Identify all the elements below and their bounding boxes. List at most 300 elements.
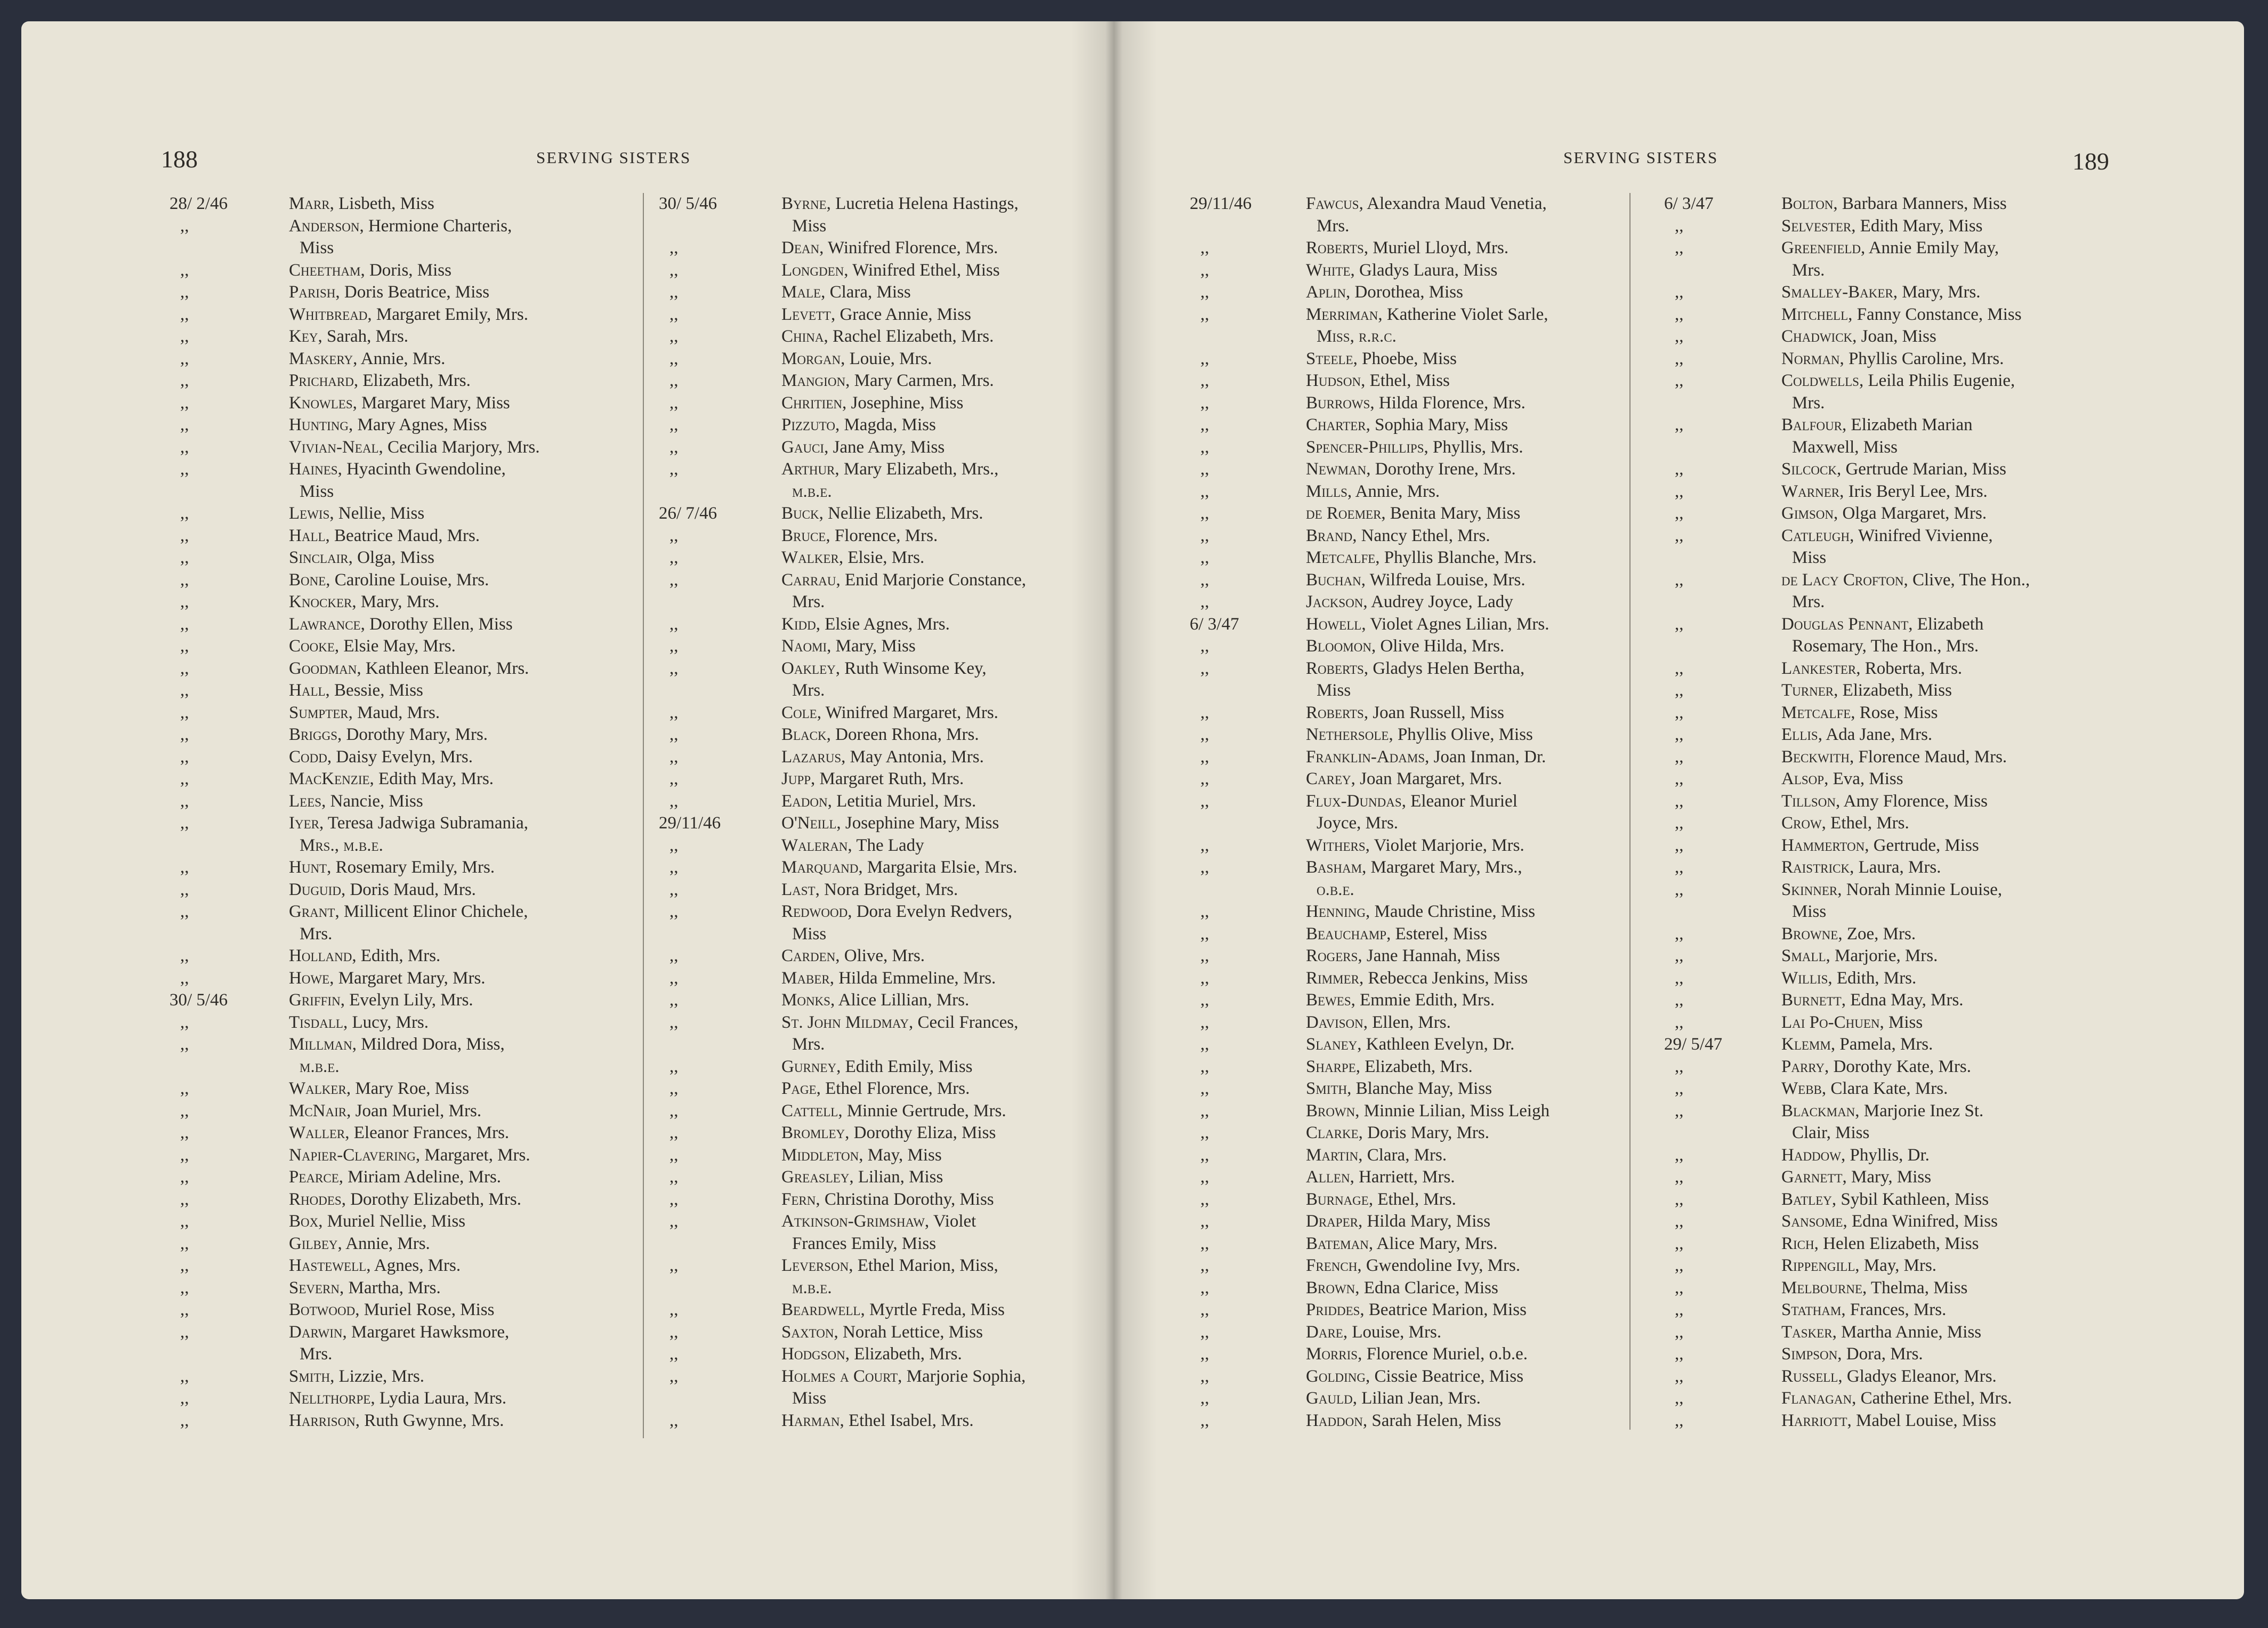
register-entry xyxy=(170,658,639,680)
entry-date: ,, xyxy=(1200,858,1209,877)
entry-surname: Browne xyxy=(1781,924,1838,944)
register-entry xyxy=(1664,680,2112,702)
entry-surname: Fern xyxy=(781,1189,816,1209)
entry-forenames: , Doris Maud, Mrs. xyxy=(341,880,476,899)
register-entry xyxy=(1664,503,2112,525)
entry-forenames: , Gladys Eleanor, Mrs. xyxy=(1838,1366,1997,1386)
entry-surname: Newman xyxy=(1306,460,1367,479)
entry-name xyxy=(781,503,1115,525)
entry-date: ,, xyxy=(1675,570,1684,590)
entry-forenames: , Elsie Agnes, Mrs. xyxy=(816,614,950,634)
entry-forenames: , Joan Margaret, Mrs. xyxy=(1351,769,1503,788)
entry-name xyxy=(1306,658,1627,702)
register-entry xyxy=(1190,414,1627,437)
left-page-column-2 xyxy=(659,193,1115,1432)
register-entry xyxy=(659,724,1115,746)
entry-forenames: , Mary Agnes, Miss xyxy=(348,415,487,434)
entry-forenames: , Maude Christine, Miss xyxy=(1365,902,1536,921)
entry-forenames: , Cecil Frances, xyxy=(909,1012,1019,1032)
entry-name xyxy=(289,503,639,525)
entry-surname: Cattell xyxy=(781,1101,838,1121)
entry-surname: Knowles xyxy=(289,393,353,413)
entry-date: ,, xyxy=(669,415,679,434)
entry-name xyxy=(1306,260,1627,282)
entry-name xyxy=(1306,1145,1627,1167)
entry-forenames: , Dorothy Elizabeth, Mrs. xyxy=(341,1189,521,1209)
entry-date: ,, xyxy=(180,548,189,567)
register-entry xyxy=(659,1012,1115,1056)
entry-forenames: , Margaret Emily, Mrs. xyxy=(367,304,528,324)
entry-surname: Redwood xyxy=(781,902,848,921)
entry-surname: Marquand xyxy=(781,858,859,877)
entry-name xyxy=(1306,1366,1627,1388)
entry-surname: Ellis xyxy=(1781,725,1818,744)
entry-surname: Smith xyxy=(289,1366,330,1386)
entry-date: ,, xyxy=(180,437,189,457)
entry-name xyxy=(289,901,639,945)
left-running-head: SERVING SISTERS xyxy=(536,148,691,167)
entry-continuation: Joyce, Mrs. xyxy=(1317,813,1399,833)
register-entry xyxy=(1664,1145,2112,1167)
entry-surname: Longden xyxy=(781,260,844,280)
entry-date: ,, xyxy=(180,216,189,236)
entry-date: ,, xyxy=(180,791,189,811)
register-entry xyxy=(1190,503,1627,525)
entry-date: ,, xyxy=(1675,747,1684,767)
entry-forenames: , Clara Kate, Mrs. xyxy=(1821,1079,1948,1098)
entry-forenames: , Margaret Mary, Miss xyxy=(352,393,510,413)
entry-forenames: , Lilian Jean, Mrs. xyxy=(1352,1389,1481,1408)
entry-surname: Jupp xyxy=(781,769,811,788)
register-entry xyxy=(1664,414,2112,458)
entry-date: ,, xyxy=(1675,614,1684,634)
entry-name xyxy=(781,1166,1115,1189)
entry-date: ,, xyxy=(1675,481,1684,501)
entry-surname: Maskery xyxy=(289,349,353,368)
entry-forenames: , Amy Florence, Miss xyxy=(1835,791,1988,811)
entry-forenames: , Hermione Charteris, xyxy=(359,216,512,236)
entry-name xyxy=(1306,702,1627,724)
entry-name xyxy=(781,1100,1115,1123)
entry-date: ,, xyxy=(669,349,679,368)
entry-surname: Spencer-Phillips xyxy=(1306,437,1424,457)
register-entry xyxy=(659,348,1115,370)
entry-forenames: , Barbara Manners, Miss xyxy=(1833,194,2007,213)
register-entry xyxy=(1190,658,1627,702)
entry-date: ,, xyxy=(180,614,189,634)
entry-date: ,, xyxy=(669,371,679,390)
entry-name xyxy=(1306,857,1627,901)
entry-forenames: , Lucretia Helena Hastings, xyxy=(826,194,1019,213)
entry-date: ,, xyxy=(1200,658,1209,678)
entry-name xyxy=(781,724,1115,746)
entry-date: ,, xyxy=(1675,349,1684,368)
entry-forenames: , Mary, Mrs. xyxy=(1893,283,1981,302)
entry-forenames: , Leila Philis Eugenie, xyxy=(1859,371,2015,390)
entry-date: ,, xyxy=(1200,1300,1209,1319)
entry-date: ,, xyxy=(669,548,679,567)
entry-forenames: , May Antonia, Mrs. xyxy=(841,747,984,767)
entry-surname: Chritien xyxy=(781,393,842,413)
register-entry xyxy=(1190,702,1627,724)
entry-continuation: Mrs. xyxy=(300,924,333,944)
entry-date: ,, xyxy=(180,460,189,479)
entry-date: ,, xyxy=(1200,1411,1209,1430)
entry-date: ,, xyxy=(1675,1366,1684,1386)
entry-date: ,, xyxy=(180,968,189,988)
entry-forenames: , Lisbeth, Miss xyxy=(329,194,434,213)
entry-continuation: Clair, Miss xyxy=(1792,1123,1870,1142)
entry-date: ,, xyxy=(669,1057,679,1076)
entry-date: ,, xyxy=(1200,1366,1209,1386)
entry-forenames: , Martha, Mrs. xyxy=(340,1278,441,1297)
entry-surname: Willis xyxy=(1781,968,1828,988)
entry-forenames: , Phyllis Olive, Miss xyxy=(1389,725,1533,744)
entry-date: ,, xyxy=(1675,681,1684,700)
entry-name xyxy=(781,1189,1115,1211)
entry-name xyxy=(781,414,1115,437)
entry-surname: Garnett xyxy=(1781,1167,1843,1187)
register-entry xyxy=(1190,1410,1627,1432)
register-entry xyxy=(170,812,639,857)
entry-date: ,, xyxy=(669,769,679,788)
entry-name xyxy=(289,658,639,680)
register-entry xyxy=(170,1410,639,1432)
register-entry xyxy=(170,1388,639,1410)
entry-surname: Marr xyxy=(289,194,330,213)
entry-name xyxy=(289,768,639,791)
entry-surname: McNair xyxy=(289,1101,347,1121)
entry-forenames: , The Lady xyxy=(848,835,924,855)
entry-forenames: , Lilian, Miss xyxy=(849,1167,943,1187)
entry-name xyxy=(1306,791,1627,835)
register-entry xyxy=(659,768,1115,791)
register-entry xyxy=(1190,635,1627,658)
entry-continuation: Mrs. xyxy=(300,1344,333,1364)
register-entry xyxy=(1190,791,1627,835)
entry-surname: Anderson xyxy=(289,216,360,236)
entry-date: ,, xyxy=(1675,835,1684,855)
entry-surname: Burnett xyxy=(1781,990,1842,1010)
entry-date: ,, xyxy=(669,283,679,302)
register-entry xyxy=(659,437,1115,459)
entry-forenames: , Lizzie, Mrs. xyxy=(330,1366,424,1386)
entry-surname: Bruce xyxy=(781,526,826,545)
entry-name xyxy=(1781,724,2112,746)
entry-surname: Carey xyxy=(1306,769,1351,788)
entry-surname: Hunt xyxy=(289,858,327,877)
entry-forenames: , Dorothy Eliza, Miss xyxy=(845,1123,996,1142)
entry-continuation: Maxwell, Miss xyxy=(1792,437,1898,457)
entry-continuation: Miss xyxy=(792,1389,827,1408)
entry-date: ,, xyxy=(180,1300,189,1319)
entry-forenames: , Daisy Evelyn, Mrs. xyxy=(327,747,473,767)
entry-date: 29/11/46 xyxy=(659,813,721,833)
register-entry xyxy=(1190,260,1627,282)
entry-date: ,, xyxy=(1675,1344,1684,1364)
entry-name xyxy=(289,547,639,569)
entry-date: ,, xyxy=(669,1012,679,1032)
entry-surname: Bateman xyxy=(1306,1234,1369,1253)
entry-forenames: , Edith, Mrs. xyxy=(352,946,441,965)
entry-name xyxy=(1781,370,2112,414)
entry-date: ,, xyxy=(669,614,679,634)
entry-surname: Grant xyxy=(289,902,335,921)
entry-forenames: , Muriel Nellie, Miss xyxy=(318,1212,466,1231)
entry-forenames: , Helen Elizabeth, Miss xyxy=(1814,1234,1979,1253)
register-entry xyxy=(1190,1388,1627,1410)
entry-name xyxy=(1306,1166,1627,1189)
entry-date: ,, xyxy=(1200,304,1209,324)
entry-surname: Flux-Dundas xyxy=(1306,791,1402,811)
entry-name xyxy=(1781,923,2112,946)
entry-name xyxy=(1781,1166,2112,1189)
register-entry xyxy=(1664,1211,2112,1233)
entry-forenames: , Elsie, Mrs. xyxy=(838,548,925,567)
entry-date: ,, xyxy=(669,835,679,855)
entry-name xyxy=(289,304,639,326)
entry-forenames: , Gladys Helen Bertha, xyxy=(1363,658,1525,678)
entry-name xyxy=(781,437,1115,459)
entry-date: ,, xyxy=(669,460,679,479)
entry-surname: Sinclair xyxy=(289,548,349,567)
entry-name xyxy=(289,791,639,813)
entry-forenames: , Clive, The Hon., xyxy=(1903,570,2030,590)
entry-forenames: , Josephine, Miss xyxy=(842,393,964,413)
entry-continuation: Mrs. xyxy=(792,592,825,611)
entry-surname: Middleton xyxy=(781,1145,859,1165)
entry-date: ,, xyxy=(669,1123,679,1142)
register-entry xyxy=(659,746,1115,769)
entry-date: ,, xyxy=(669,238,679,257)
register-entry xyxy=(1190,614,1627,636)
register-entry xyxy=(659,414,1115,437)
entry-surname: Arthur xyxy=(781,460,835,479)
register-entry xyxy=(1664,326,2112,348)
entry-forenames: , Dorothea, Miss xyxy=(1345,283,1463,302)
entry-surname: Page xyxy=(781,1079,817,1098)
entry-forenames: , Wilfreda Louise, Mrs. xyxy=(1361,570,1526,590)
entry-date: ,, xyxy=(1675,283,1684,302)
entry-name xyxy=(781,326,1115,348)
entry-name xyxy=(1306,437,1627,459)
entry-name xyxy=(1781,835,2112,857)
entry-forenames: , Ethel, Mrs. xyxy=(1821,813,1909,833)
entry-forenames: , Emmie Edith, Mrs. xyxy=(1351,990,1495,1010)
entry-name xyxy=(289,968,639,990)
entry-surname: Codd xyxy=(289,747,327,767)
register-entry xyxy=(1664,1166,2112,1189)
entry-name xyxy=(1781,1056,2112,1078)
entry-forenames: , Nancy Ethel, Mrs. xyxy=(1352,526,1490,545)
register-entry xyxy=(1190,768,1627,791)
entry-name xyxy=(1306,835,1627,857)
entry-forenames: , Miriam Adeline, Mrs. xyxy=(338,1167,502,1187)
entry-name xyxy=(1306,768,1627,791)
entry-surname: Davison xyxy=(1306,1012,1363,1032)
entry-date: ,, xyxy=(1675,1189,1684,1209)
entry-forenames: , Magda, Miss xyxy=(835,415,936,434)
entry-name xyxy=(1781,857,2112,879)
entry-forenames: , Norah Minnie Louise, xyxy=(1837,880,2003,899)
entry-date: ,, xyxy=(1200,238,1209,257)
entry-name xyxy=(289,1189,639,1211)
entry-date: ,, xyxy=(1200,548,1209,567)
entry-name xyxy=(781,791,1115,813)
register-entry xyxy=(1190,569,1627,592)
entry-surname: Hudson xyxy=(1306,371,1361,390)
entry-forenames: , Iris Beryl Lee, Mrs. xyxy=(1839,481,1988,501)
entry-continuation: Rosemary, The Hon., Mrs. xyxy=(1792,636,1979,656)
entry-name xyxy=(1306,1012,1627,1034)
register-entry xyxy=(170,1277,639,1300)
entry-name xyxy=(1781,304,2112,326)
entry-surname: Prichard xyxy=(289,371,354,390)
register-entry xyxy=(1664,1012,2112,1034)
entry-forenames: , Doreen Rhona, Mrs. xyxy=(826,725,979,744)
entry-name xyxy=(289,1012,639,1034)
entry-forenames: , Lucy, Mrs. xyxy=(343,1012,429,1032)
entry-date: ,, xyxy=(1675,725,1684,744)
entry-forenames: , Rose, Miss xyxy=(1851,703,1938,722)
entry-date: ,, xyxy=(1200,283,1209,302)
entry-name xyxy=(781,1078,1115,1100)
entry-date: ,, xyxy=(1675,880,1684,899)
entry-date: ,, xyxy=(1675,216,1684,236)
entry-forenames: , Mary Carmen, Mrs. xyxy=(845,371,994,390)
entry-forenames: , Hyacinth Gwendoline, xyxy=(337,460,506,479)
entry-date: ,, xyxy=(1200,636,1209,656)
entry-surname: Burrows xyxy=(1306,393,1370,413)
register-entry xyxy=(1664,1321,2112,1344)
entry-forenames: , Norah Lettice, Miss xyxy=(834,1322,983,1342)
register-entry xyxy=(1664,835,2112,857)
entry-surname: Henning xyxy=(1306,902,1366,921)
entry-date: ,, xyxy=(1675,460,1684,479)
register-entry xyxy=(659,237,1115,260)
entry-surname: Lazarus xyxy=(781,747,842,767)
entry-name xyxy=(781,614,1115,636)
register-entry xyxy=(1190,525,1627,547)
entry-name xyxy=(1306,569,1627,592)
entry-surname: Gimson xyxy=(1781,504,1834,523)
entry-forenames: , Winifred Florence, Mrs. xyxy=(819,238,998,257)
entry-name xyxy=(1781,281,2112,304)
entry-date: ,, xyxy=(180,1123,189,1142)
entry-forenames: , Benita Mary, Miss xyxy=(1381,504,1521,523)
entry-name xyxy=(781,1211,1115,1255)
entry-surname: Allen xyxy=(1306,1167,1350,1187)
entry-surname: Bewes xyxy=(1306,990,1351,1010)
register-entry xyxy=(1190,1166,1627,1189)
entry-forenames: , Jane Amy, Miss xyxy=(824,437,945,457)
entry-surname: Waleran xyxy=(781,835,848,855)
entry-name xyxy=(289,1211,639,1233)
register-entry xyxy=(1190,1100,1627,1123)
entry-date: ,, xyxy=(1675,1234,1684,1253)
entry-date: ,, xyxy=(669,858,679,877)
entry-surname: Haines xyxy=(289,460,338,479)
entry-name xyxy=(1781,1012,2112,1034)
entry-surname: Hodgson xyxy=(781,1344,845,1364)
entry-name xyxy=(1781,945,2112,968)
entry-name xyxy=(1306,281,1627,304)
entry-date: ,, xyxy=(669,437,679,457)
entry-continuation: Miss xyxy=(300,481,334,501)
entry-forenames: , Joan Muriel, Mrs. xyxy=(346,1101,482,1121)
entry-date: ,, xyxy=(669,393,679,413)
register-entry xyxy=(170,1321,639,1366)
entry-surname: Morgan xyxy=(781,349,841,368)
entry-date: ,, xyxy=(1200,481,1209,501)
entry-forenames: , Olga, Miss xyxy=(348,548,434,567)
entry-surname: Whitbread xyxy=(289,304,368,324)
entry-name xyxy=(781,635,1115,658)
entry-surname: Batley xyxy=(1781,1189,1832,1209)
entry-date: ,, xyxy=(1200,1389,1209,1408)
entry-forenames: , Agnes, Mrs. xyxy=(366,1256,461,1275)
entry-forenames: , Nellie, Miss xyxy=(329,504,425,523)
entry-surname: Lees xyxy=(289,791,322,811)
entry-name xyxy=(1306,525,1627,547)
register-entry xyxy=(1664,746,2112,769)
entry-date: ,, xyxy=(1200,1012,1209,1032)
entry-name xyxy=(781,281,1115,304)
entry-forenames: , Roberta, Mrs. xyxy=(1856,658,1963,678)
entry-forenames: , Ellen, Mrs. xyxy=(1363,1012,1451,1032)
entry-surname: Lawrance xyxy=(289,614,361,634)
entry-name xyxy=(289,591,639,614)
entry-name xyxy=(781,968,1115,990)
entry-name xyxy=(781,392,1115,415)
entry-name xyxy=(289,812,639,857)
entry-date: ,, xyxy=(180,1256,189,1275)
entry-forenames: , Gertrude Marian, Miss xyxy=(1836,460,2006,479)
entry-date: ,, xyxy=(669,636,679,656)
entry-continuation: Mrs., m.b.e. xyxy=(300,835,383,855)
entry-name xyxy=(289,1366,639,1388)
entry-name xyxy=(289,193,639,215)
entry-surname: Russell xyxy=(1781,1366,1838,1386)
entry-name xyxy=(1781,768,2112,791)
entry-surname: Slaney xyxy=(1306,1035,1358,1054)
entry-name xyxy=(289,1388,639,1410)
entry-name xyxy=(781,525,1115,547)
entry-date: ,, xyxy=(180,526,189,545)
entry-surname: Harman xyxy=(781,1411,840,1430)
entry-name xyxy=(1306,304,1627,348)
register-entry xyxy=(1664,857,2112,879)
entry-name xyxy=(1781,503,2112,525)
entry-continuation: Miss xyxy=(300,238,334,257)
entry-name xyxy=(781,1343,1115,1366)
entry-surname: MacKenzie xyxy=(289,769,370,788)
left-page-number: 188 xyxy=(161,146,198,173)
entry-forenames: , Winifred Vivienne, xyxy=(1850,526,1993,545)
entry-surname: Iyer xyxy=(289,813,319,833)
entry-surname: Kidd xyxy=(781,614,816,634)
register-entry xyxy=(659,503,1115,525)
entry-name xyxy=(289,458,639,503)
entry-surname: Hastewell xyxy=(289,1256,367,1275)
entry-date: ,, xyxy=(180,902,189,921)
entry-surname: Rimmer xyxy=(1306,968,1359,988)
entry-name xyxy=(1781,989,2112,1012)
right-page-column-2 xyxy=(1664,193,2112,1432)
entry-date: ,, xyxy=(1200,1101,1209,1121)
entry-forenames: , Ruth Winsome Key, xyxy=(835,658,987,678)
entry-date: ,, xyxy=(1200,1212,1209,1231)
